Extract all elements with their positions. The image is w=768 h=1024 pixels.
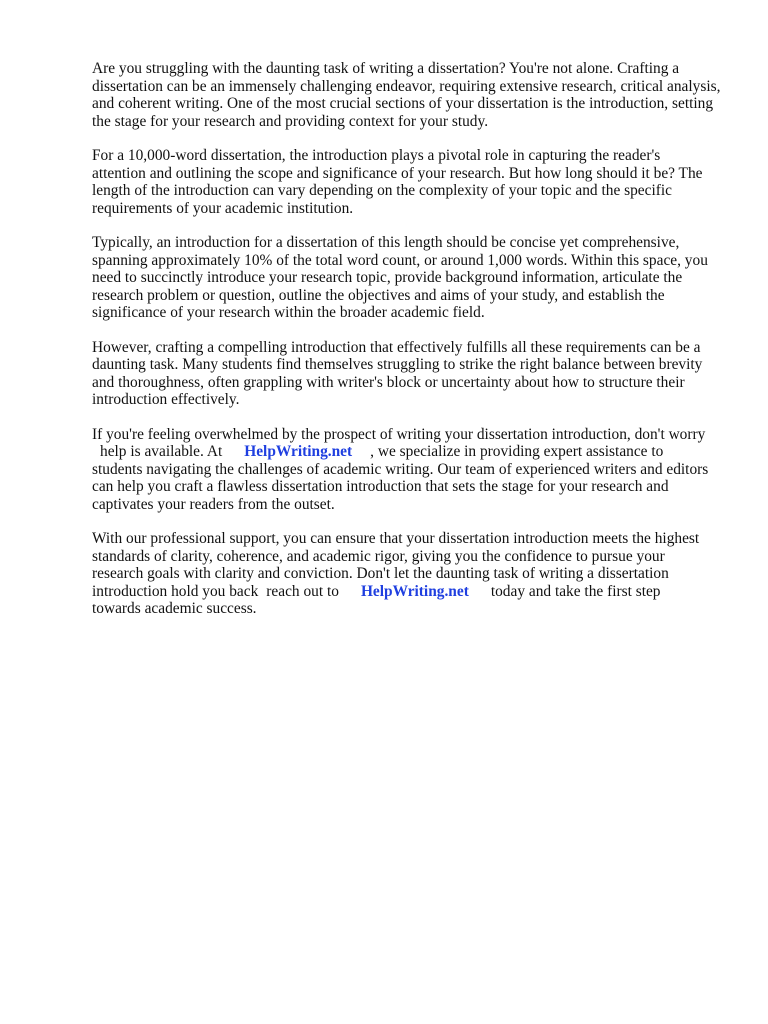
text-line: research goals with clarity and conviction. Don't let the daunting task of writing a dissertation <box>92 565 669 582</box>
text-segment: introduction hold you back <box>92 582 259 600</box>
text-line: Typically, an introduction for a dissertation of this length should be concise yet comprehensive, <box>92 234 680 251</box>
text-segment: reach out to <box>266 582 339 600</box>
text-line: research problem or question, outline the objectives and aims of your study, and establish the <box>92 286 665 304</box>
text-line: Are you struggling with the daunting task of writing a dissertation? You're not alone. Crafting a <box>92 60 680 77</box>
text-line: For a 10,000-word dissertation, the introduction plays a pivotal role in capturing the reader's <box>92 147 661 164</box>
document-body <box>92 60 732 635</box>
helpwriting-link[interactable]: HelpWriting.net <box>244 443 353 460</box>
text-line: introduction effectively. <box>92 391 240 408</box>
text-line: If you're feeling overwhelmed by the prospect of writing your dissertation introduction, don't worry <box>92 425 706 443</box>
text-line: towards academic success. <box>92 600 257 617</box>
text-line: significance of your research within the broader academic field. <box>92 304 485 321</box>
paragraph-6 <box>92 530 732 618</box>
text-line: and thoroughness, often grappling with writer's block or uncertainty about how to structure their <box>92 373 685 391</box>
text-line-with-link <box>92 443 732 461</box>
text-line: However, crafting a compelling introduction that effectively fulfills all these requirements can be a <box>92 338 701 356</box>
paragraph-5 <box>92 426 732 514</box>
paragraph-4 <box>92 339 732 409</box>
text-line: daunting task. Many students find themselves struggling to strike the right balance between brevity <box>92 356 703 373</box>
text-segment: help is available. At <box>100 443 223 460</box>
text-line: requirements of your academic institution. <box>92 199 354 217</box>
text-segment: , we specialize in providing expert assistance to <box>370 443 664 460</box>
text-line: standards of clarity, coherence, and academic rigor, giving you the confidence to pursue your <box>92 547 665 565</box>
text-line: With our professional support, you can ensure that your dissertation introduction meets the highest <box>92 530 700 547</box>
text-line-with-link <box>92 583 732 601</box>
paragraph-2 <box>92 147 732 217</box>
text-line: students navigating the challenges of academic writing. Our team of experienced writers and editors <box>92 460 709 478</box>
text-line: length of the introduction can vary depending on the complexity of your topic and the specific <box>92 182 672 199</box>
helpwriting-link[interactable]: HelpWriting.net <box>360 582 469 600</box>
text-line: can help you craft a flawless dissertation introduction that sets the stage for your research and <box>92 478 669 495</box>
text-line: spanning approximately 10% of the total word count, or around 1,000 words. Within this space, you <box>92 251 708 269</box>
paragraph-1 <box>92 60 732 130</box>
text-segment: today and take the first step <box>490 582 661 600</box>
text-line: attention and outlining the scope and significance of your research. But how long should it be? The <box>92 164 703 182</box>
text-line: the stage for your research and providing context for your study. <box>92 112 489 130</box>
text-line: and coherent writing. One of the most crucial sections of your dissertation is the introduction, setting <box>92 95 714 112</box>
text-line: need to succinctly introduce your research topic, provide background information, articulate the <box>92 269 683 286</box>
paragraph-3 <box>92 234 732 322</box>
text-line: captivates your readers from the outset. <box>92 495 335 513</box>
text-line: dissertation can be an immensely challenging endeavor, requiring extensive research, critical analysis, <box>92 77 721 95</box>
